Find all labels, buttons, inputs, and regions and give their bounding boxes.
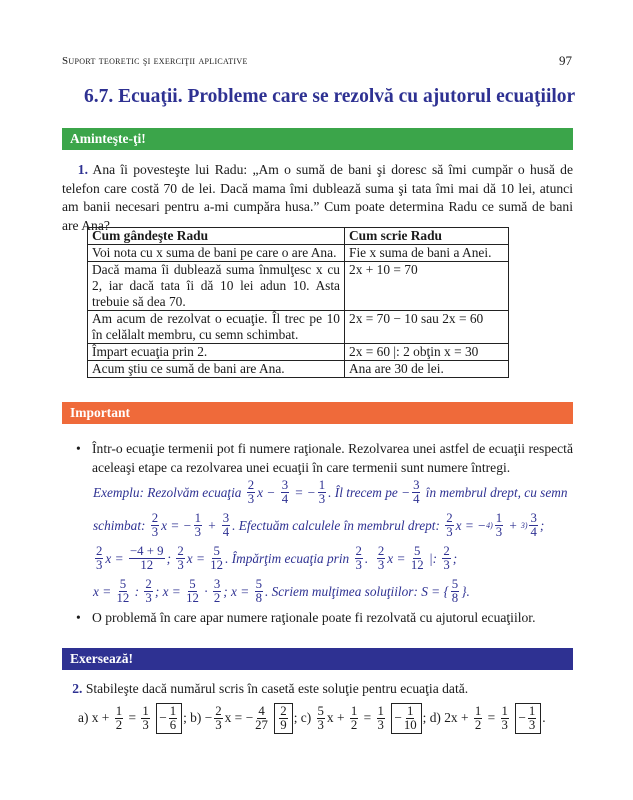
table-row [88, 361, 509, 378]
math-text: în membrul drept, cu semn [422, 484, 568, 500]
denominator: 12 [116, 591, 130, 605]
fraction [377, 705, 385, 732]
numerator: 1 [115, 703, 123, 718]
fraction [117, 578, 130, 605]
fraction [129, 545, 165, 572]
denominator: 3 [495, 525, 503, 539]
table-cell: Dacă mama îi dublează suma înmulţesc x cu 2, iar dacă tata îi dă 10 lei adun 10. Asta trebuie să dea 70. [88, 262, 345, 311]
math-text: = [484, 710, 499, 725]
table-cell: 2x + 10 = 70 [345, 262, 509, 311]
fraction [529, 512, 537, 539]
numerator: 5 [414, 544, 421, 558]
problem-text: Ana îi povesteşte lui Radu: „Am o sumă de bani şi doresc să îmi cumpăr o husă de telefon care costă 70 de lei. Dacă mama îmi dublează suma şi tata îmi mai dă 10 lei, atunci am banii necesari pentru a-mi cumpăra husa.” Cum poate determina Radu ce sumă de bani are Ana? [62, 162, 573, 233]
denominator: 12 [186, 591, 199, 605]
fraction [318, 479, 326, 506]
numerator: 1 [501, 703, 508, 718]
math-text: . [542, 710, 546, 725]
denominator: 3 [142, 717, 149, 732]
fraction [222, 512, 230, 539]
math-text: + [505, 517, 521, 533]
problem-number: 2. [72, 681, 83, 696]
denominator: 3 [377, 717, 384, 732]
fraction [412, 479, 420, 506]
fraction [141, 705, 149, 732]
math-text: x = [105, 550, 127, 566]
numerator: 2 [355, 544, 362, 558]
numerator: 3 [222, 511, 230, 525]
table-cell: 2x = 70 − 10 sau 2x = 60 [345, 311, 509, 344]
table-row [88, 344, 509, 361]
denominator: 3 [528, 717, 536, 732]
numerator: 5 [189, 577, 196, 591]
column-header: Cum gândeşte Radu [88, 228, 345, 245]
problem-1 [62, 161, 573, 235]
table-cell: Împart ecuaţia prin 2. [88, 344, 345, 361]
numerator: 1 [377, 703, 384, 718]
reasoning-table [87, 227, 509, 378]
denominator: 10 [403, 717, 417, 732]
denominator: 3 [443, 558, 450, 572]
math-text: }. [461, 583, 470, 599]
example-line [93, 575, 573, 608]
denominator: 3 [194, 525, 202, 539]
column-header: Cum scrie Radu [345, 228, 509, 245]
table-row [88, 245, 509, 262]
math-text: . [364, 550, 375, 566]
table-row [88, 262, 509, 311]
table-cell: Am acum de rezolvat o ecuaţie. Îl trec pe 10 în celălalt membru, cu semn schimbat. [88, 311, 345, 344]
math-text: . Împărţim ecuaţia prin [225, 550, 353, 566]
numerator: 2 [151, 511, 159, 525]
running-header: Suport teoretic şi exerciţii aplicative [62, 55, 248, 67]
section-title: 6.7. Ecuaţii. Probleme care se rezolvă cu ajutorul ecuaţiilor [84, 86, 576, 107]
math-text: ; [452, 550, 458, 566]
numerator: 4 [258, 703, 265, 718]
math-text: |: [425, 550, 441, 566]
page-number: 97 [559, 53, 572, 68]
math-text: x = [93, 583, 115, 599]
numerator: 5 [213, 544, 220, 558]
math-text: . Îl trecem pe − [328, 484, 411, 500]
numerator: 2 [446, 511, 453, 525]
bullet-text: • O problemă în care apar numere raţionale poate fi rezolvată cu ajutorul ecuaţiilor. [92, 610, 536, 625]
numerator: 3 [213, 577, 221, 591]
answer-box [391, 703, 421, 734]
math-text: x + [326, 710, 348, 725]
numerator: 2 [247, 478, 255, 492]
table-cell: Voi nota cu x suma de bani pe care o are Ana. [88, 245, 345, 262]
fraction [115, 705, 123, 732]
math-text: − [518, 710, 526, 725]
denominator: 3 [501, 717, 508, 732]
table-cell: Fie x suma de bani a Anei. [345, 245, 509, 262]
denominator: 3 [215, 717, 222, 732]
numerator: 1 [528, 703, 536, 718]
answer-box [156, 703, 182, 734]
math-text [270, 710, 273, 726]
math-text: : [131, 583, 143, 599]
math-text: x = [186, 550, 209, 566]
fraction [194, 512, 202, 539]
math-text: . Scriem mulţimea soluţiilor: S = { [264, 583, 449, 599]
table-cell: Acum ştiu ce sumă de bani are Ana. [88, 361, 345, 378]
math-text: x = − [161, 517, 192, 533]
denominator: 2 [350, 717, 358, 732]
denominator: 2 [474, 717, 482, 732]
fraction [281, 479, 289, 506]
denominator: 3 [355, 558, 362, 572]
worked-example [93, 476, 573, 608]
denominator: 4 [281, 492, 289, 506]
math-text: ; [539, 517, 545, 533]
math-text: . Efectuăm calculele în membrul drept: [232, 517, 444, 533]
numerator: 3 [281, 478, 289, 492]
denominator: 3 [377, 558, 385, 572]
math-text: − [394, 710, 402, 725]
math-text [387, 710, 390, 726]
example-line [93, 509, 573, 542]
fraction [279, 705, 287, 732]
denominator: 4 [530, 525, 537, 539]
fraction [355, 545, 363, 572]
fraction [151, 512, 159, 539]
math-text: schimbat: [93, 517, 149, 533]
math-text: · [200, 583, 211, 599]
denominator: 12 [410, 558, 424, 572]
denominator: 3 [177, 558, 184, 572]
fraction [169, 705, 177, 732]
fraction [442, 545, 450, 572]
denominator: 3 [247, 492, 255, 506]
exercise-banner: Exersează! [62, 648, 573, 670]
example-line [93, 542, 573, 575]
math-text: a) x + [78, 710, 113, 725]
denominator: 3 [446, 525, 453, 539]
numerator: 5 [317, 703, 324, 718]
remember-banner: Aminteşte-ţi! [62, 128, 573, 150]
fraction [317, 705, 325, 732]
numerator: 5 [255, 577, 262, 591]
bullet-item [78, 440, 573, 477]
denominator: 3 [318, 492, 326, 506]
fraction [255, 705, 268, 732]
denominator: 27 [255, 717, 268, 732]
bullet-item [78, 609, 573, 628]
denominator: 3 [151, 525, 159, 539]
numerator: 2 [145, 577, 152, 591]
numerator: 3 [530, 511, 537, 525]
fraction [247, 479, 255, 506]
denominator: 2 [115, 717, 123, 732]
math-text: ; [166, 550, 175, 566]
math-text: = [125, 710, 140, 725]
answer-box [515, 703, 541, 734]
fraction [214, 705, 222, 732]
fraction [213, 578, 221, 605]
math-text: Exemplu: Rezolvăm ecuaţia [93, 484, 245, 500]
math-text: x = − [455, 517, 487, 533]
answer-box [274, 703, 292, 734]
numerator: 1 [318, 478, 326, 492]
numerator: 1 [474, 703, 482, 718]
table-cell: Ana are 30 de lei. [345, 361, 509, 378]
numerator: 1 [194, 511, 202, 525]
math-text: x = [387, 550, 409, 566]
denominator: 12 [210, 558, 224, 572]
fraction [377, 545, 385, 572]
fraction [474, 705, 482, 732]
table-cell: 2x = 60 |: 2 obţin x = 30 [345, 344, 509, 361]
math-text: ; c) [293, 710, 315, 725]
denominator: 4 [413, 492, 420, 506]
fraction [95, 545, 103, 572]
numerator: 5 [119, 577, 127, 591]
numerator: 3 [413, 478, 420, 492]
numerator: 1 [142, 703, 149, 718]
fraction [528, 705, 536, 732]
math-text: ; d) 2x + [422, 710, 472, 725]
fraction [404, 705, 417, 732]
numerator: 1 [169, 703, 177, 718]
fraction [350, 705, 358, 732]
math-text [511, 710, 514, 726]
denominator: 3 [96, 558, 103, 572]
table-row [88, 311, 509, 344]
fraction [255, 578, 263, 605]
numerator: 1 [495, 511, 503, 525]
example-line [93, 476, 573, 509]
fraction [445, 512, 453, 539]
denominator: 8 [255, 591, 262, 605]
numerator: 2 [215, 703, 222, 718]
denominator: 3 [145, 591, 152, 605]
numerator: 2 [177, 544, 184, 558]
numerator: 2 [377, 544, 385, 558]
amplification-mark: 4) [486, 521, 493, 530]
problem-number: 1. [77, 162, 88, 177]
numerator: 2 [280, 703, 287, 718]
bullet-text: • Într-o ecuaţie termenii pot fi numere raţionale. Rezolvarea unei astfel de ecuaţii respectă aceleaşi etape ca rezolvarea unei ecuaţii în care termenii sunt numere întregi. [92, 441, 573, 475]
fraction [495, 512, 503, 539]
math-text: ; x = [154, 583, 185, 599]
numerator: 1 [407, 703, 414, 718]
math-text: − [159, 710, 167, 725]
math-text: x = − [224, 710, 254, 725]
fraction [186, 578, 199, 605]
numerator: −4 + 9 [129, 544, 164, 558]
math-text: x − [257, 484, 279, 500]
fraction [451, 578, 459, 605]
fraction [411, 545, 424, 572]
problem-text: Stabileşte dacă numărul scris în casetă este soluţie pentru ecuaţia dată. [85, 681, 469, 696]
fraction [210, 545, 223, 572]
numerator: 2 [443, 544, 450, 558]
denominator: 9 [280, 717, 287, 732]
math-text: = − [291, 484, 316, 500]
denominator: 6 [169, 717, 177, 732]
exercise-equations [78, 698, 546, 738]
denominator: 4 [222, 525, 230, 539]
math-text [152, 710, 155, 726]
math-text: + [204, 517, 220, 533]
denominator: 12 [140, 558, 154, 572]
fraction [501, 705, 509, 732]
fraction [176, 545, 184, 572]
numerator: 5 [451, 577, 459, 591]
numerator: 1 [350, 703, 358, 718]
math-text: = [360, 710, 375, 725]
problem-2 [62, 680, 573, 699]
amplification-mark: 3) [520, 521, 528, 530]
denominator: 2 [213, 591, 221, 605]
denominator: 8 [451, 591, 459, 605]
denominator: 3 [317, 717, 324, 732]
numerator: 2 [96, 544, 103, 558]
math-text: ; b) − [183, 710, 213, 725]
important-banner: Important [62, 402, 573, 424]
fraction [144, 578, 152, 605]
math-text: ; x = [223, 583, 253, 599]
table-header-row [88, 228, 509, 245]
